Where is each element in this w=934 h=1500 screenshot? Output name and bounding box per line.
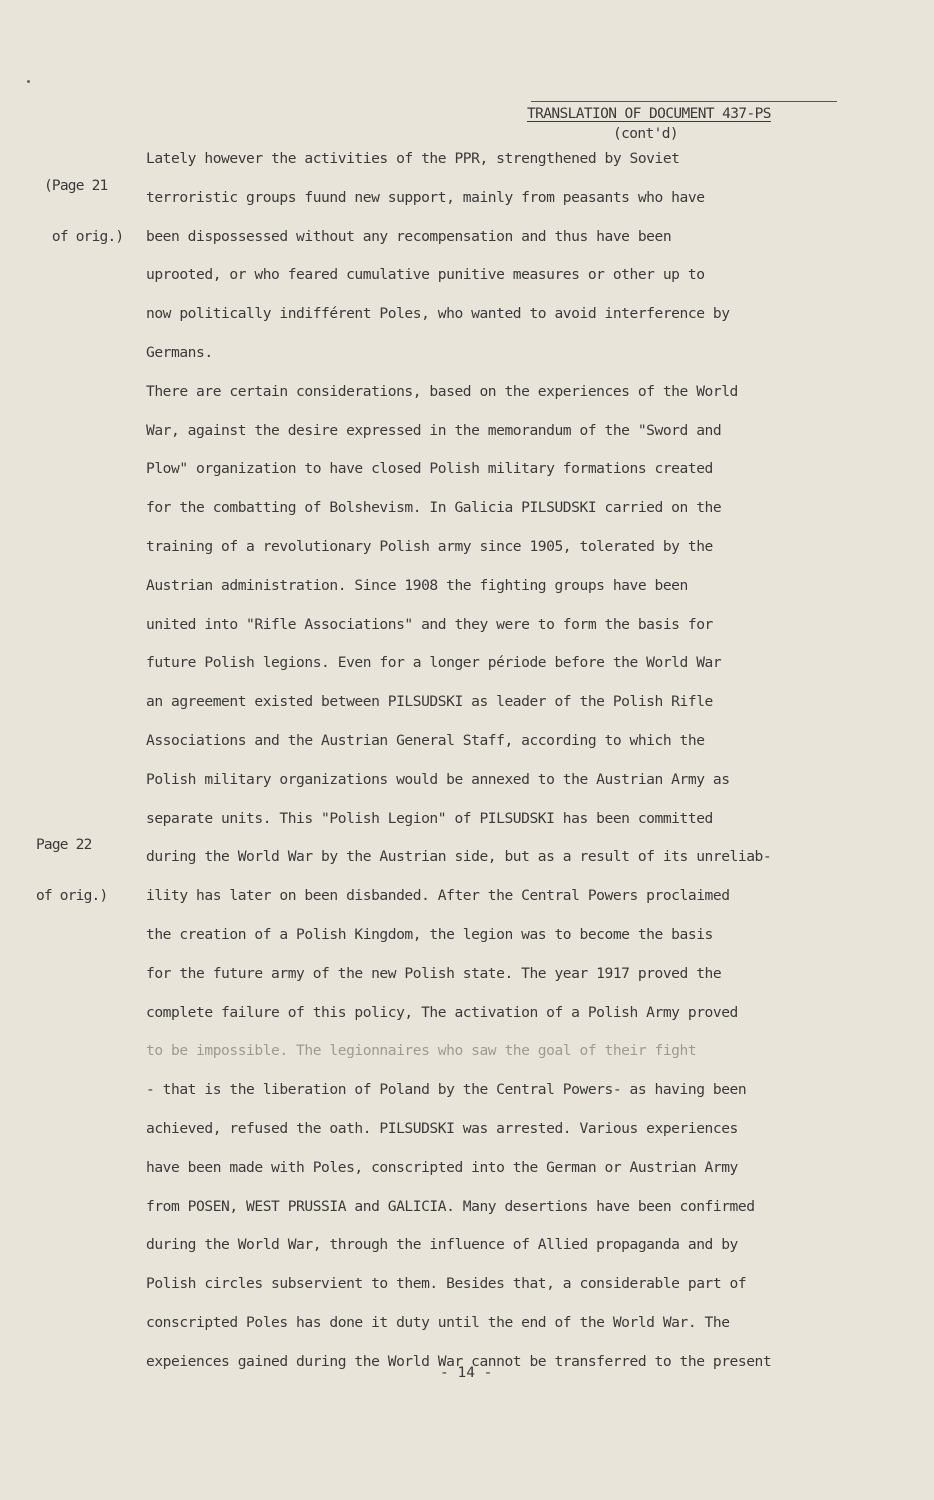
header-rule xyxy=(531,101,837,102)
text-line: Polish military organizations would be annexed to the Austrian Army as xyxy=(146,770,730,788)
text-line: from POSEN, WEST PRUSSIA and GALICIA. Many desertions have been confirmed xyxy=(146,1197,755,1215)
text-line: united into "Rifle Associations" and they were to form the basis for xyxy=(146,615,713,633)
text-line: expeiences gained during the World War cannot be transferred to the present xyxy=(146,1352,772,1370)
text-line: during the World War by the Austrian side, but as a result of its unreliab- xyxy=(146,848,772,866)
text-line: terroristic groups fuund new support, mainly from peasants who have xyxy=(146,188,705,206)
text-line: for the combatting of Bolshevism. In Galicia PILSUDSKI carried on the xyxy=(146,499,722,517)
text-line: during the World War, through the influence of Allied propaganda and by xyxy=(146,1236,738,1254)
document-header xyxy=(527,104,847,144)
margin-note-line: of orig.) xyxy=(36,888,108,904)
text-line: have been made with Poles, conscripted into the German or Austrian Army xyxy=(146,1158,738,1176)
text-line: for the future army of the new Polish state. The year 1917 proved the xyxy=(146,964,722,982)
text-line: Plow" organization to have closed Polish military formations created xyxy=(146,460,713,478)
margin-note-line: (Page 21 xyxy=(44,178,108,194)
text-line: Polish circles subservient to them. Besides that, a considerable part of xyxy=(146,1275,747,1293)
text-line: the creation of a Polish Kingdom, the legion was to become the basis xyxy=(146,925,713,943)
text-line: complete failure of this policy, The activation of a Polish Army proved xyxy=(146,1003,738,1021)
text-line: - that is the liberation of Poland by the Central Powers- as having been xyxy=(146,1081,747,1099)
text-line: an agreement existed between PILSUDSKI as leader of the Polish Rifle xyxy=(146,693,713,711)
text-line: achieved, refused the oath. PILSUDSKI was arrested. Various experiences xyxy=(146,1119,738,1137)
text-line: conscripted Poles has done it duty until the end of the World War. The xyxy=(146,1313,730,1331)
text-line: War, against the desire expressed in the memorandum of the "Sword and xyxy=(146,421,722,439)
margin-note-page-22 xyxy=(36,803,107,939)
text-line: ility has later on been disbanded. After the Central Powers proclaimed xyxy=(146,887,730,905)
margin-note-page-21 xyxy=(44,144,123,280)
text-line: Germans. xyxy=(146,343,213,361)
page-number: - 14 - xyxy=(440,1365,493,1381)
header-contd: (cont'd) xyxy=(613,126,679,142)
margin-note-line: of orig.) xyxy=(44,229,124,245)
text-line: Austrian administration. Since 1908 the fighting groups have been xyxy=(146,576,688,594)
text-line: There are certain considerations, based on the experiences of the World xyxy=(146,382,738,400)
text-line: Associations and the Austrian General Staff, according to which the xyxy=(146,731,705,749)
text-line: uprooted, or who feared cumulative punitive measures or other up to xyxy=(146,266,705,284)
header-title: TRANSLATION OF DOCUMENT 437-PS xyxy=(527,106,771,122)
text-line: Lately however the activities of the PPR, strengthened by Soviet xyxy=(146,150,680,167)
body-text xyxy=(146,140,846,1382)
text-line: been dispossessed without any recompensation and thus have been xyxy=(146,227,672,245)
ink-speck xyxy=(27,80,30,83)
margin-note-line: Page 22 xyxy=(36,837,92,853)
text-line: future Polish legions. Even for a longer période before the World War xyxy=(146,654,722,672)
text-line-faint: to be impossible. The legionnaires who saw the goal of their fight xyxy=(146,1042,697,1060)
text-line: separate units. This "Polish Legion" of PILSUDSKI has been committed xyxy=(146,809,713,827)
text-line: training of a revolutionary Polish army since 1905, tolerated by the xyxy=(146,537,713,555)
text-line: now politically indifférent Poles, who wanted to avoid interference by xyxy=(146,305,730,323)
